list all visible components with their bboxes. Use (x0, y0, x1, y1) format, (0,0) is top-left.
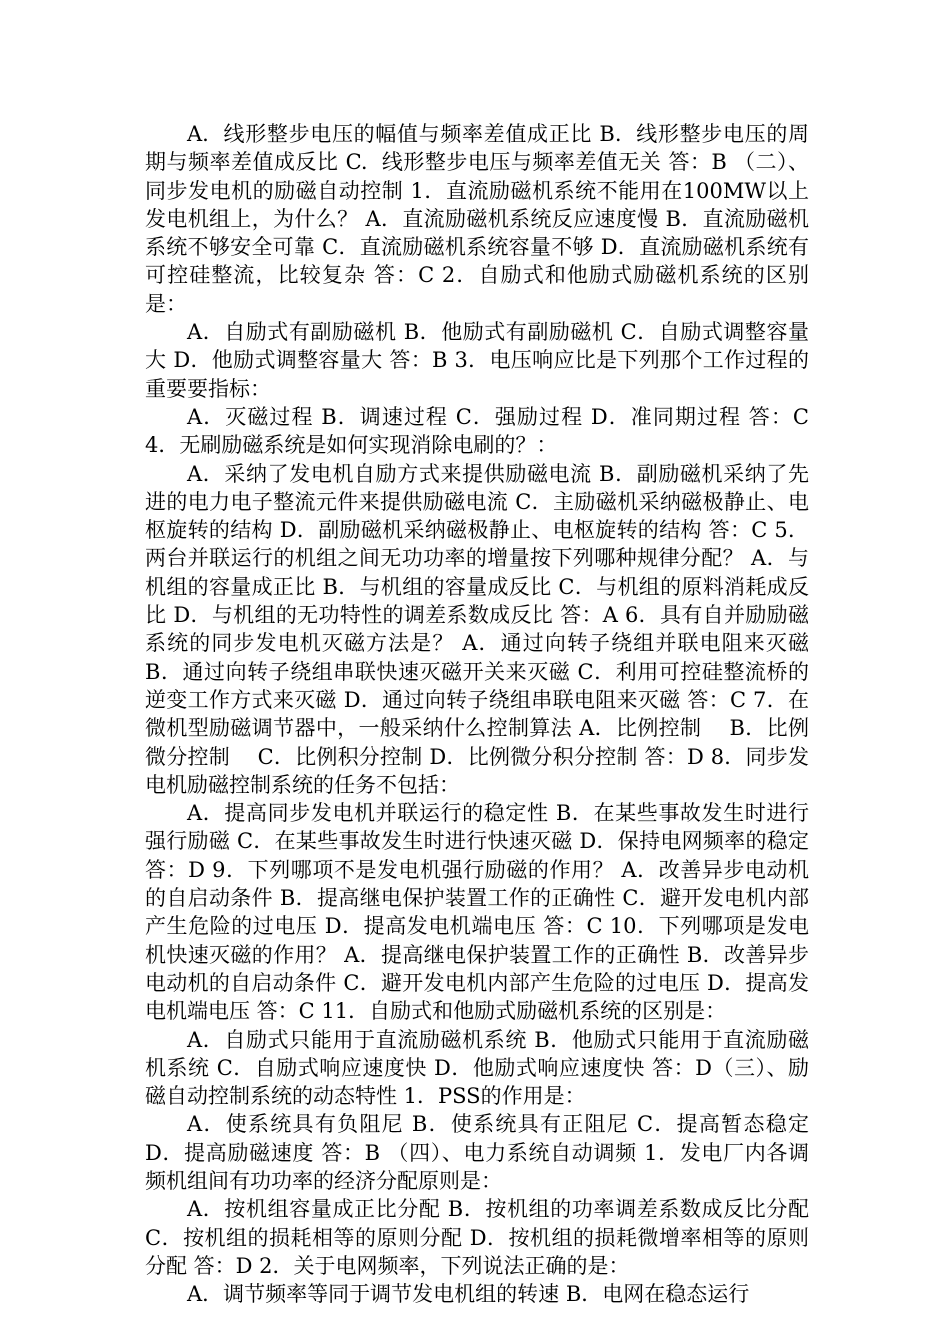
question-paragraph-5: A．提高同步发电机并联运行的稳定性 B．在某些事故发生时进行强行励磁 C．在某些事故发生时进行快速灭磁 D．保持电网频率的稳定 答：D 9．下列哪项不是发电机强行励磁的作用？ A．改善异步电动机的自启动条件 B．提高继电保护装置工作的正确性 C．避开发电机内部产生危险的过电压 D．提高发电机端电压 答：C 10．下列哪项是发电机快速灭磁的作用？ A．提高继电保护装置工作的正确性 B．改善异步电动机的自启动条件 C．避开发电机内部产生危险的过电压 D．提高发电机端电压 答：C 11．自励式和他励式励磁机系统的区别是： (145, 801, 816, 1024)
document-body (145, 120, 816, 1308)
question-paragraph-3: A．灭磁过程 B．调速过程 C．强励过程 D．准同期过程 答：C 4．无刷励磁系统是如何实现消除电刷的？： (145, 404, 816, 458)
question-paragraph-9: A．调节频率等同于调节发电机组的转速 B．电网在稳态运行 (187, 1282, 750, 1307)
question-paragraph-6: A．自励式只能用于直流励磁机系统 B．他励式只能用于直流励磁机系统 C．自励式响应速度快 D．他励式响应速度快 答：D（三）、励磁自动控制系统的动态特性 1．PSS的作用是： (145, 1027, 809, 1109)
question-paragraph-8: A．按机组容量成正比分配 B．按机组的功率调差系数成反比分配 C．按机组的损耗相等的原则分配 D．按机组的损耗微增率相等的原则分配 答：D 2．关于电网频率，下列说法正确的是： (145, 1197, 816, 1278)
question-paragraph-2: A．自励式有副励磁机 B．他励式有副励磁机 C．自励式调整容量大 D．他励式调整容量大 答：B 3．电压响应比是下列那个工作过程的重要要指标： (145, 320, 809, 401)
question-paragraph-4: A．采纳了发电机自励方式来提供励磁电流 B．副励磁机采纳了先进的电力电子整流元件来提供励磁电流 C．主励磁机采纳磁极静止、电枢旋转的结构 D．副励磁机采纳磁极静止、电枢旋转的结构 答：C 5．两台并联运行的机组之间无功功率的增量按下列哪种规律分配？ A．与机组的容量成正比 B．与机组的容量成反比 C．与机组的原料消耗成反比 D．与机组的无功特性的调差系数成反比 答：A 6．具有自并励励磁系统的同步发电机灭磁方法是？ A．通过向转子绕组并联电阻来灭磁 B．通过向转子绕组串联快速灭磁开关来灭磁 C．利用可控硅整流桥的逆变工作方式来灭磁 D．通过向转子绕组串联电阻来灭磁 答：C 7．在微机型励磁调节器中，一般采纳什么控制算法 A．比例控制 B．比例微分控制 C．比例积分控制 D．比例微分积分控制 答：D 8．同步发电机励磁控制系统的任务不包括： (145, 461, 816, 797)
question-paragraph-1: A. 线形整步电压的幅值与频率差值成正比 B. 线形整步电压的周期与频率差值成反比 C. 线形整步电压与频率差值无关 答：B （二）、同步发电机的励磁自动控制 1．直流励磁机系统不能用在100MW以上发电机组上，为什么？ A．直流励磁机系统反应速度慢 B．直流励磁机系统不够安全可靠 C．直流励磁机系统容量不够 D．直流励磁机系统有可控硅整流，比较复杂 答：C 2．自励式和他励式励磁机系统的区别是： (145, 122, 809, 316)
question-paragraph-7: A．使系统具有负阻尼 B．使系统具有正阻尼 C．提高暂态稳定 D．提高励磁速度 答：B （四）、电力系统自动调频 1．发电厂内各调频机组间有功功率的经济分配原则是： (145, 1112, 816, 1193)
